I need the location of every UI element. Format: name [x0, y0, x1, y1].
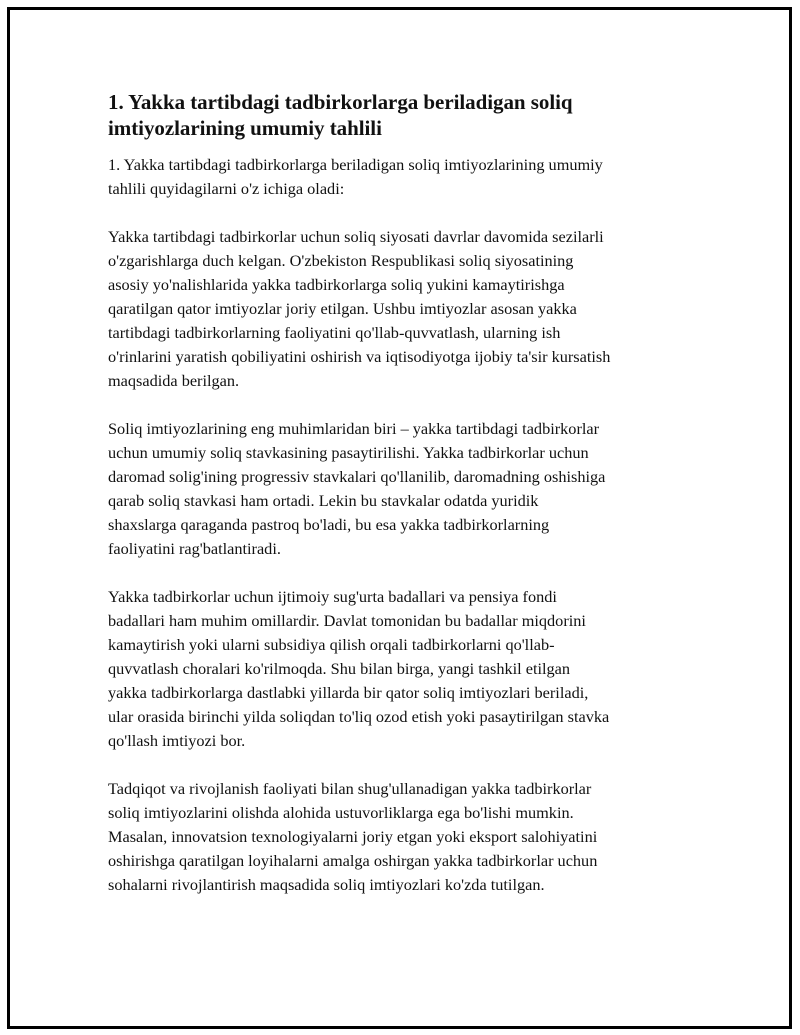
paragraph-research-development: Tadqiqot va rivojlanish faoliyati bilan shug'ullanadigan yakka tadbirkorlar soliq imtiyozlarini olishda alohida ustuvorliklarga ega bo'lishi mumkin. Masalan, innovatsion texnologiyalarni joriy etgan yoki eksport salohiyatini oshirishga qaratilgan loyihalarni amalga oshirgan yakka tadbirkorlar uchun sohalarni rivojlantirish maqsadida soliq imtiyozlari ko'zda tutilgan.: [108, 779, 598, 894]
document-body: [108, 89, 686, 921]
paragraph-social-insurance: Yakka tadbirkorlar uchun ijtimoiy sug'urta badallari va pensiya fondi badallari ham muhim omillardir. Davlat tomonidan bu badallar miqdorini kamaytirish yoki ularni subsidiya qilish orqali tadbirkorlarni qo'llab- quvvatlash choralari ko'rilmoqda. Shu bilan birga, yangi tashkil etilgan yakka tadbirkorlarga dastlabki yillarda bir qator soliq imtiyozlari beriladi, ular orasida birinchi yilda soliqdan to'liq ozod etish yoki pasaytirilgan stavka qo'llash imtiyozi bor.: [108, 587, 610, 750]
paragraph-tax-rate: Soliq imtiyozlarining eng muhimlaridan biri – yakka tartibdagi tadbirkorlar uchun umumiy soliq stavkasining pasaytirilishi. Yakka tadbirkorlar uchun daromad solig'ining progressiv stavkalari qo'llanilib, daromadning oshishiga qarab soliq stavkasi ham ortadi. Lekin bu stavkalar odatda yuridik shaxslarga qaraganda pastroq bo'ladi, bu esa yakka tadbirkorlarning faoliyatini rag'batlantiradi.: [108, 419, 606, 558]
paragraph-tax-policy: Yakka tartibdagi tadbirkorlar uchun soliq siyosati davrlar davomida sezilarli o'zgarishlarga duch kelgan. O'zbekiston Respublikasi soliq siyosatining asosiy yo'nalishlarida yakka tadbirkorlarga soliq yukini kamaytirishga qaratilgan qator imtiyozlar joriy etilgan. Ushbu imtiyozlar asosan yakka tartibdagi tadbirkorlarning faoliyatini qo'llab-quvvatlash, ularning ish o'rinlarini yaratish qobiliyatini oshirish va iqtisodiyotga ijobiy ta'sir kursatish maqsadida berilgan.: [108, 227, 611, 390]
paragraph-intro: 1. Yakka tartibdagi tadbirkorlarga beriladigan soliq imtiyozlarining umumiy tahlili quyidagilarni o'z ichiga oladi:: [108, 155, 603, 198]
document-title: 1. Yakka tartibdagi tadbirkorlarga beriladigan soliq imtiyozlarining umumiy tahlili: [108, 90, 573, 140]
